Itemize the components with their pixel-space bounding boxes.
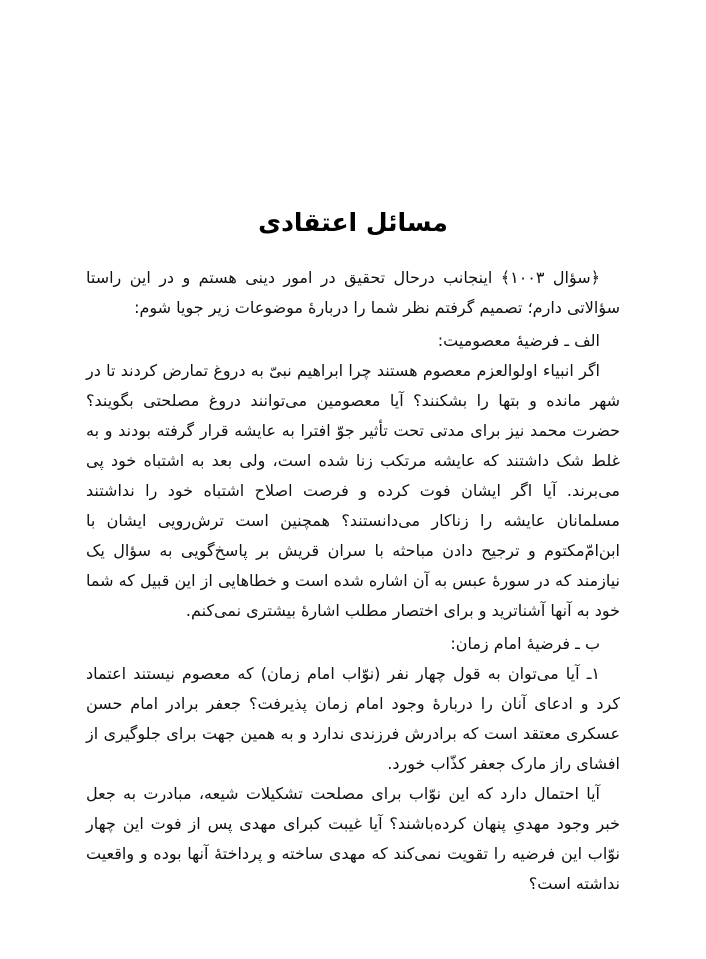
section-heading: الف ـ فرضیهٔ معصومیت: xyxy=(437,331,600,350)
paragraph: آیا احتمال دارد که این نوّاب برای مصلحت تشکیلات شیعه، مبادرت به جعل خبر وجود مهدیِ پنهان کرده‌باشند؟ آیا غیبت کبرای مهدی پس از فوت این چهار نوّاب این فرضیه را تقویت نمی‌کند که مهدی ساخته و پرداختهٔ آنها بوده و واقعیت نداشته است؟ xyxy=(86,784,620,893)
section-heading: ب ـ فرضیهٔ امام زمان: xyxy=(450,634,600,653)
document-body xyxy=(86,263,620,899)
paragraph: اگر انبیاء اولوالعزم معصوم هستند چرا ابراهیم نبیّ به دروغ تمارض کردند تا در شهر مانده و بتها را بشکنند؟ آیا معصومین می‌توانند دروغ مصلحتی بگویند؟ حضرت محمد نیز برای مدتی تحت تأثیر جوّ افترا به عایشه قرار گرفته بودند و به غلط شک داشتند که عایشه مرتکب زنا شده است، ولی بعد به اشتباه خود پی می‌برند. آیا اگر ایشان فوت کرده و فرصت اصلاح اشتباه خود را نداشتند مسلمانان عایشه را زناکار می‌دانستند؟ همچنین است ترش‌رویی ایشان با ابن‌امّ‌مکتوم و ترجیح دادن مباحثه با سران قریش بر پاسخ‌گویی به سؤال یک نیازمند که در سورهٔ عبس به آن اشاره شده است و خطاهایی از این قبیل که شما خود به آنها آشناترید و برای اختصار مطلب اشارهٔ بیشتری نمی‌کنم. xyxy=(86,361,620,620)
page-title: مسائل اعتقادی xyxy=(258,208,448,237)
paragraph: ﴿سؤال ۱۰۰۳﴾ اینجانب درحال تحقیق در امور دینی هستم و در این راستا سؤالاتی دارم؛ تصمیم گرفتم نظر شما را دربارهٔ موضوعات زیر جویا شوم: xyxy=(86,268,620,317)
paragraph: ۱ـ آیا می‌توان به قول چهار نفر (نوّاب امام زمان) که معصوم نیستند اعتماد کرد و ادعای آنان را دربارهٔ وجود امام زمان پذیرفت؟ جعفر برادر امام حسن عسکری معتقد است که برادرش فرزندی ندارد و به همین جهت برای جلوگیری از افشای راز مارک جعفر کذّاب خورد. xyxy=(86,664,620,773)
